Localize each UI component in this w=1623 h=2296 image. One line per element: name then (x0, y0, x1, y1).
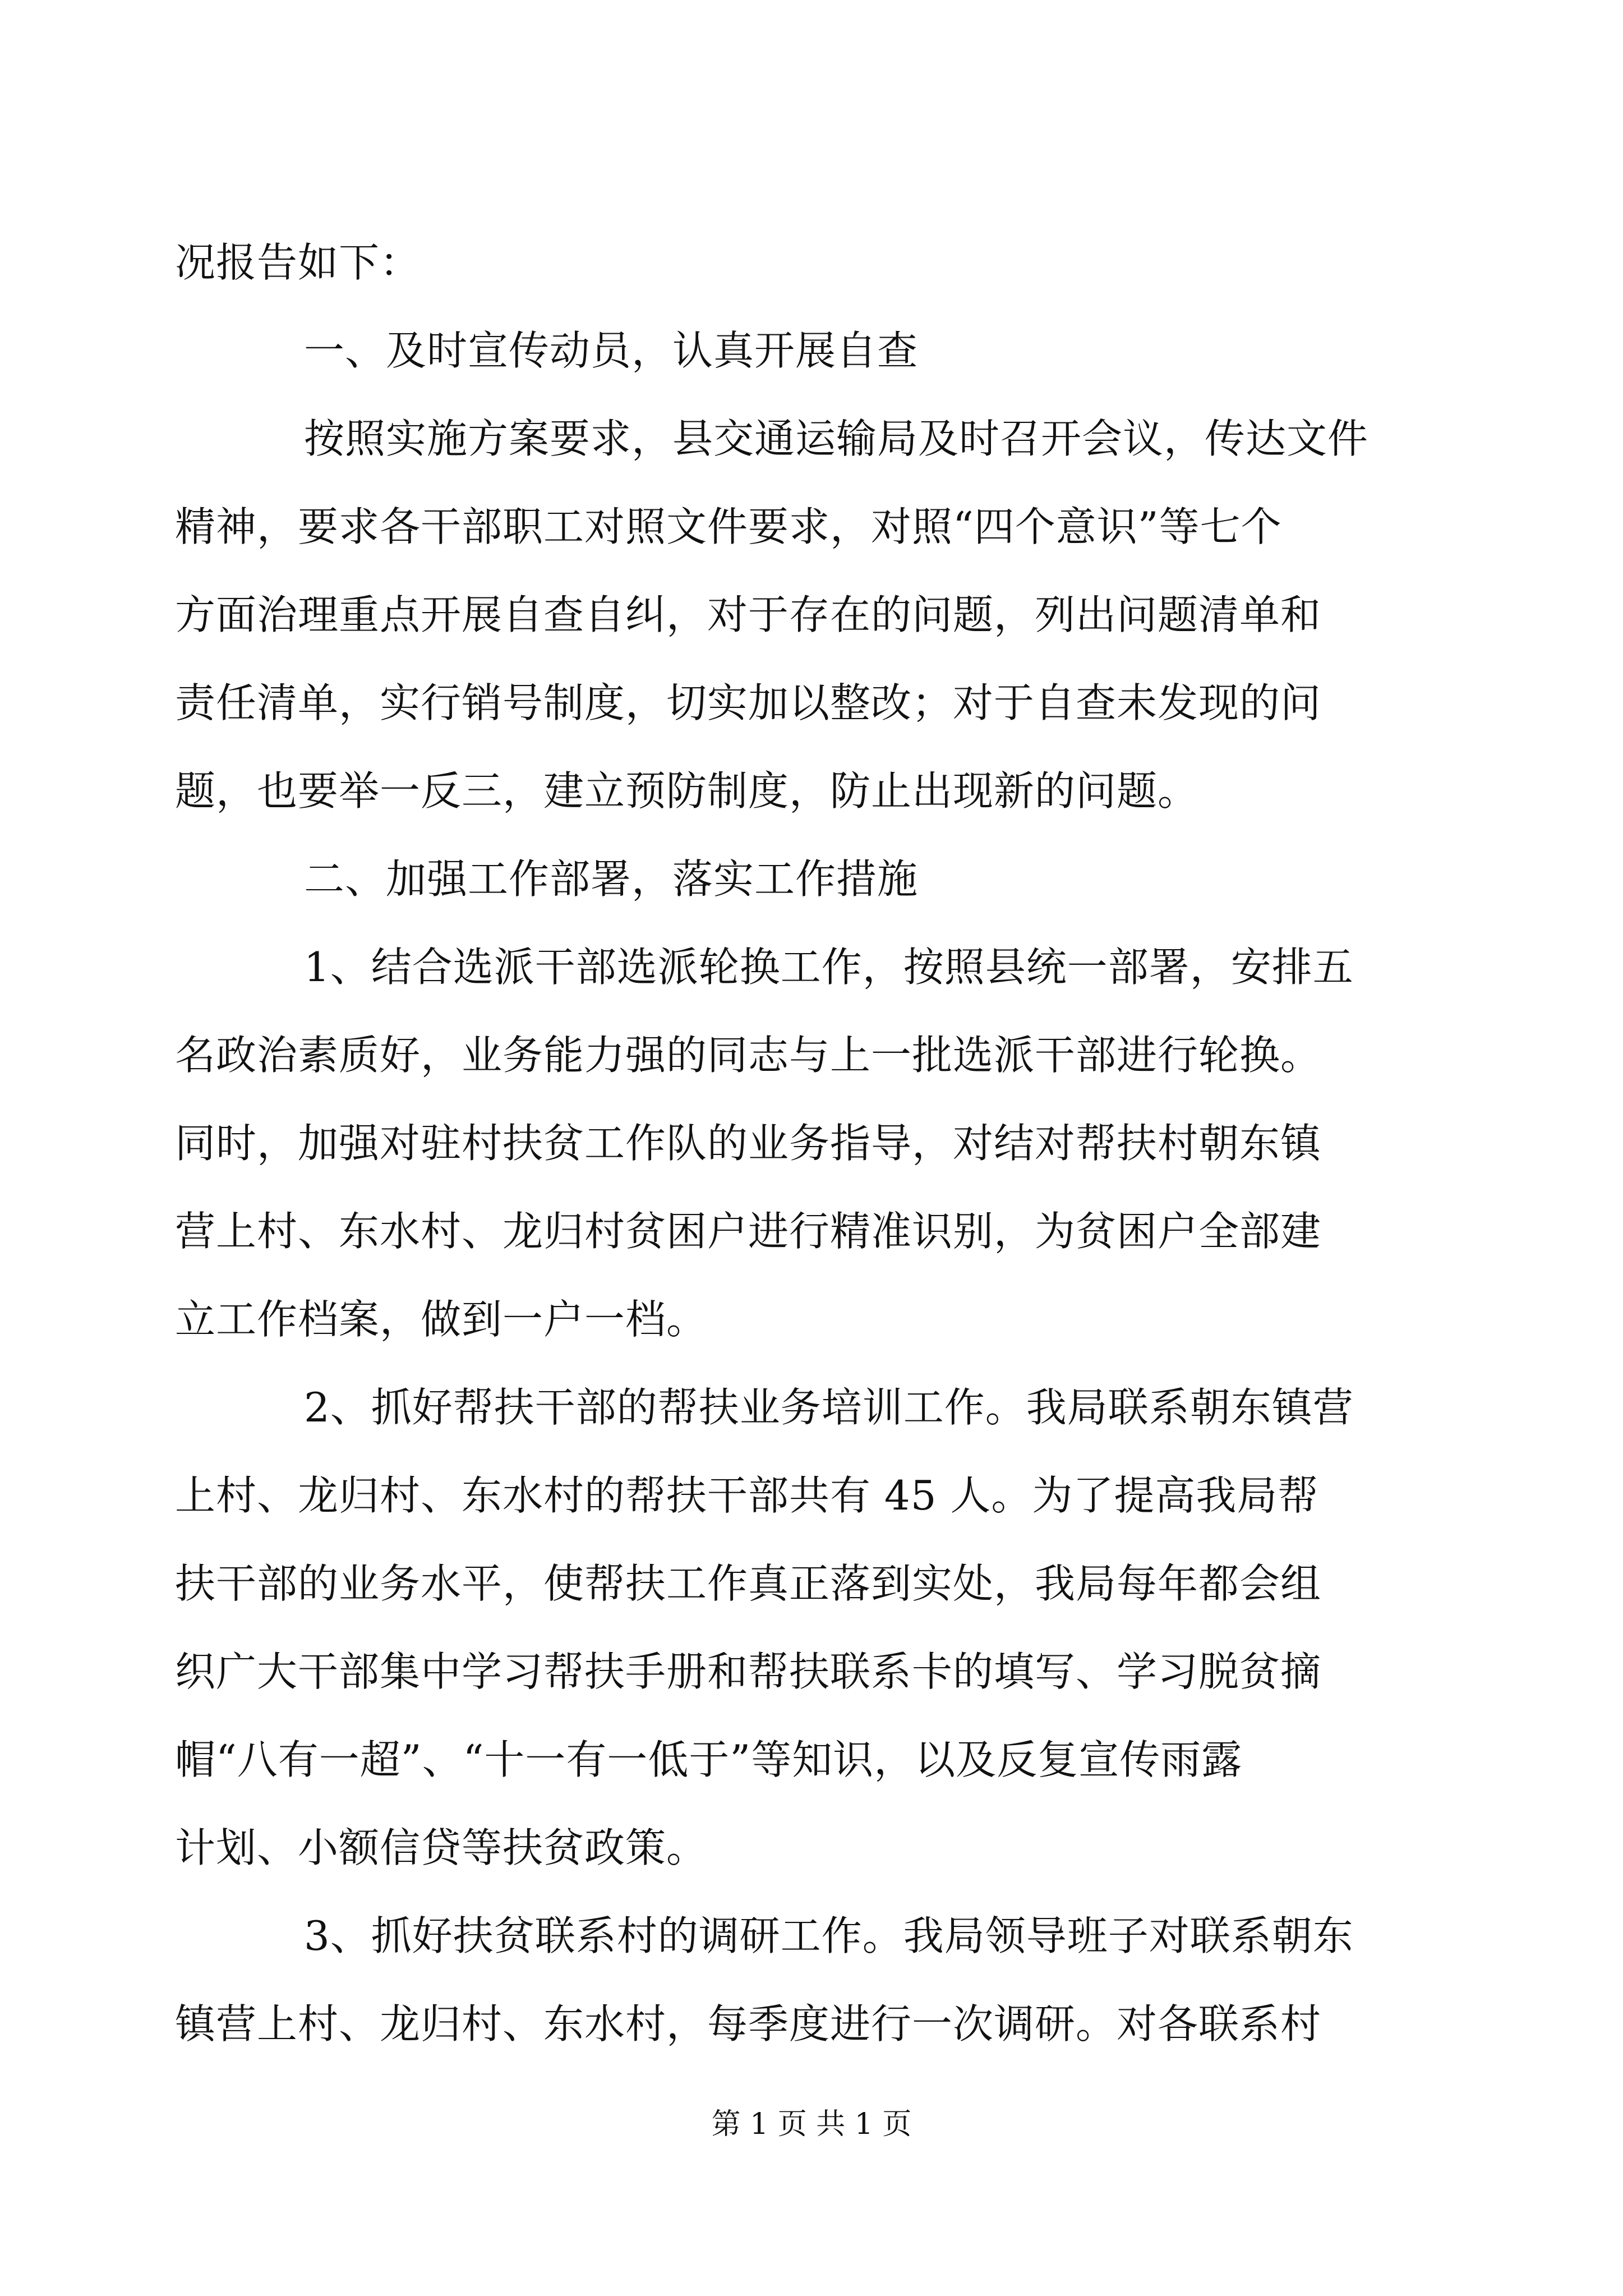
text-line: 责任清单，实行销号制度，切实加以整改；对于自查未发现的问 (175, 679, 1322, 726)
text-line: 计划、小额信贷等扶贫政策。 (175, 1824, 708, 1871)
page-footer: 第 1 页 共 1 页 (711, 2108, 912, 2141)
text-line: 名政治素质好，业务能力强的同志与上一批选派干部进行轮换。 (175, 1032, 1322, 1079)
document-body (175, 219, 1454, 2068)
text-line: 按照实施方案要求，县交通运输局及时召开会议，传达文件 (304, 415, 1369, 462)
text-line: 上村、龙归村、东水村的帮扶干部共有 45 人。为了提高我局帮 (175, 1472, 1319, 1519)
text-line: 3、抓好扶贫联系村的调研工作。我局领导班子对联系朝东 (304, 1912, 1354, 1959)
text-line: 2、抓好帮扶干部的帮扶业务培训工作。我局联系朝东镇营 (304, 1384, 1354, 1431)
text-line: 同时，加强对驻村扶贫工作队的业务指导，对结对帮扶村朝东镇 (175, 1120, 1322, 1167)
text-line: 扶干部的业务水平，使帮扶工作真正落到实处，我局每年都会组 (175, 1560, 1322, 1607)
text-line: 镇营上村、龙归村、东水村，每季度进行一次调研。对各联系村 (175, 2000, 1322, 2047)
text-line: 方面治理重点开展自查自纠，对于存在的问题，列出问题清单和 (175, 591, 1322, 638)
text-line: 1、结合选派干部选派轮换工作，按照县统一部署，安排五 (304, 944, 1354, 991)
text-line: 立工作档案，做到一户一档。 (175, 1296, 708, 1343)
text-line: 织广大干部集中学习帮扶手册和帮扶联系卡的填写、学习脱贫摘 (175, 1648, 1322, 1695)
text-line: 况报告如下： (175, 239, 421, 286)
text-line: 帽“八有一超”、“十一有一低于”等知识，以及反复宣传雨露 (175, 1736, 1243, 1783)
text-line: 一、及时宣传动员，认真开展自查 (304, 327, 919, 374)
text-line: 二、加强工作部署，落实工作措施 (304, 855, 919, 903)
text-line: 精神，要求各干部职工对照文件要求，对照“四个意识”等七个 (175, 503, 1282, 550)
text-line: 营上村、东水村、龙归村贫困户进行精准识别，为贫困户全部建 (175, 1208, 1322, 1255)
text-line: 题，也要举一反三，建立预防制度，防止出现新的问题。 (175, 767, 1199, 815)
